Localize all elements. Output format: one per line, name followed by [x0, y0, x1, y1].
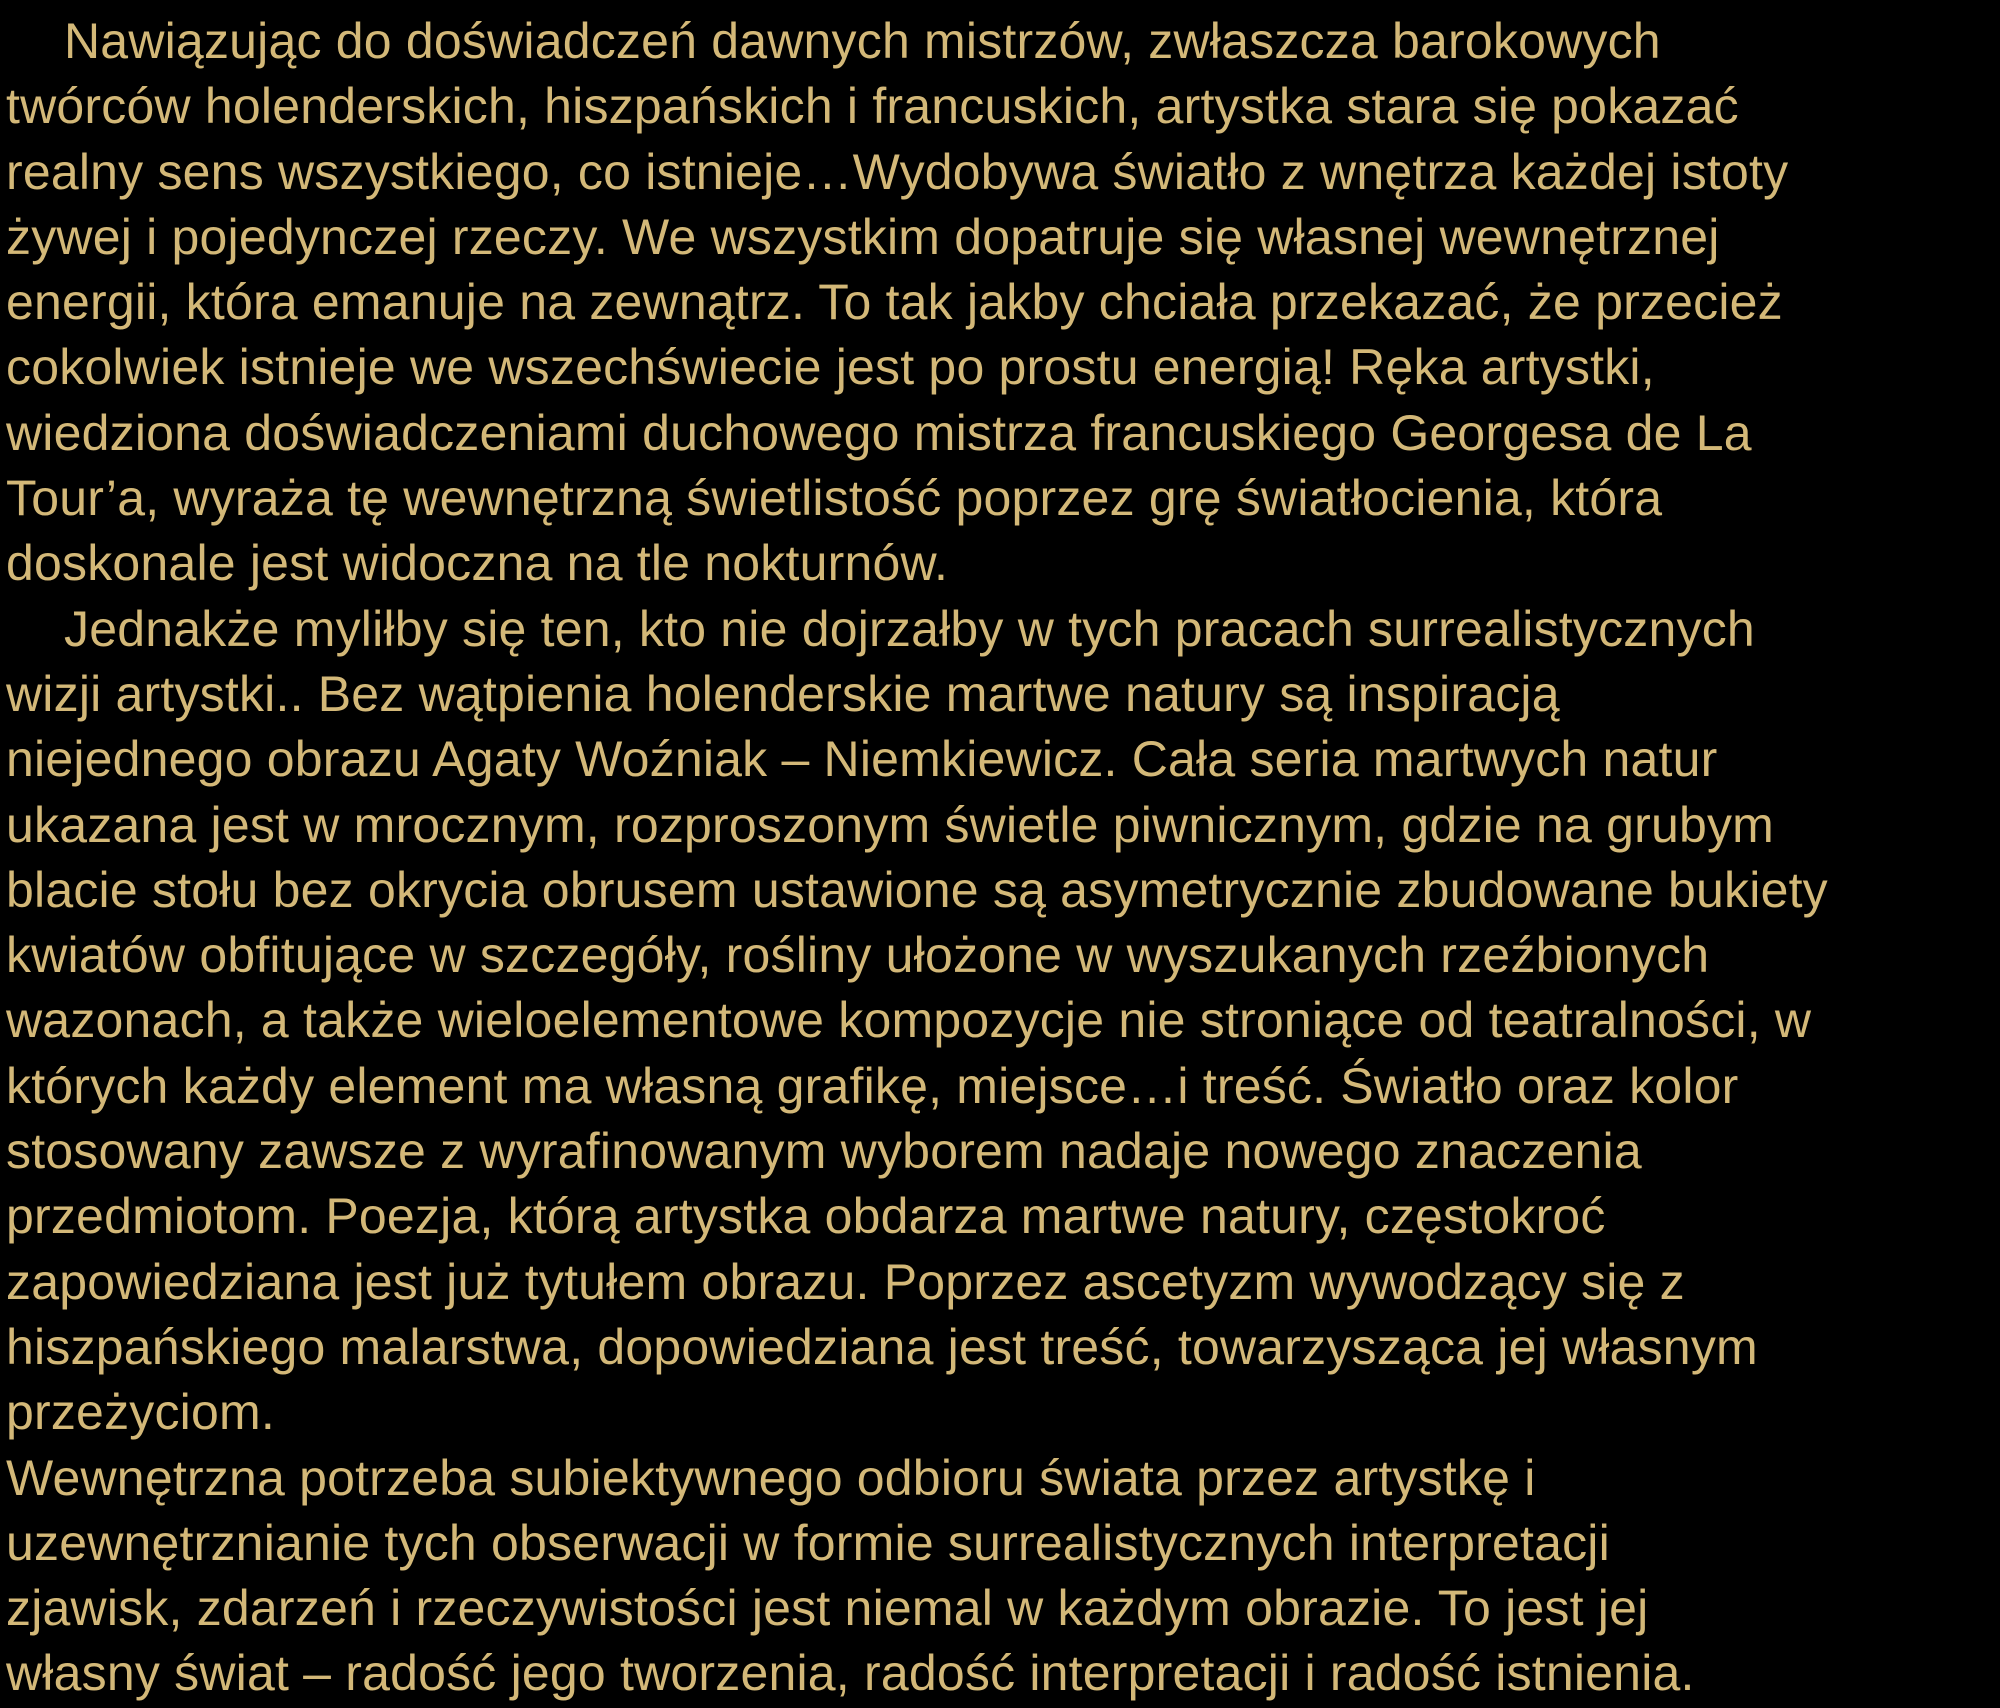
text-line: przedmiotom. Poezja, którą artystka obdarza martwe natury, częstokroć [6, 1188, 1606, 1245]
text-line: żywej i pojedynczej rzeczy. We wszystkim dopatruje się własnej wewnętrznej [6, 208, 1720, 265]
text-line: ukazana jest w mrocznym, rozproszonym świetle piwnicznym, gdzie na grubym [6, 796, 1775, 853]
text-line: niejednego obrazu Agaty Woźniak – Niemkiewicz. Cała seria martwych natur [6, 731, 1718, 788]
text-line: Wewnętrzna potrzeba subiektywnego odbioru świata przez artystkę i [6, 1449, 1536, 1506]
text-line: uzewnętrznianie tych obserwacji w formie surrealistycznych interpretacji [6, 1514, 1610, 1571]
text-line: twórców holenderskich, hiszpańskich i francuskich, artystka stara się pokazać [6, 78, 1739, 135]
text-line: cokolwiek istnieje we wszechświecie jest po prostu energią! Ręka artystki, [6, 339, 1655, 396]
text-line: zapowiedziana jest już tytułem obrazu. Poprzez ascetyzm wywodzący się z [6, 1253, 1685, 1310]
text-line: Tour’a, wyraża tę wewnętrzną świetlistość poprzez grę światłocienia, która [6, 470, 1663, 527]
text-line: stosowany zawsze z wyrafinowanym wyborem nadaje nowego znaczenia [6, 1123, 1642, 1180]
text-line: których każdy element ma własną grafikę, miejsce…i treść. Światło oraz kolor [6, 1057, 1739, 1114]
text-line: wazonach, a także wieloelementowe kompozycje nie stroniące od teatralności, w [6, 992, 1812, 1049]
text-line: wizji artystki.. Bez wątpienia holenderskie martwe natury są inspiracją [6, 665, 1560, 722]
text-line: Nawiązując do doświadczeń dawnych mistrzów, zwłaszcza barokowych [64, 13, 1661, 69]
text-line: kwiatów obfitujące w szczegóły, rośliny ułożone w wyszukanych rzeźbionych [6, 927, 1710, 984]
text-line: hiszpańskiego malarstwa, dopowiedziana jest treść, towarzysząca jej własnym [6, 1318, 1758, 1375]
text-line: Jednakże myliłby się ten, kto nie dojrzałby w tych pracach surrealistycznych [64, 600, 1755, 657]
text-line: własny świat – radość jego tworzenia, radość interpretacji i radość istnienia. [6, 1645, 1695, 1702]
text-line: zjawisk, zdarzeń i rzeczywistości jest niemal w każdym obrazie. To jest jej [6, 1580, 1649, 1637]
text-line: doskonale jest widoczna na tle nokturnów. [6, 535, 949, 592]
text-line: wiedziona doświadczeniami duchowego mistrza francuskiego Georgesa de La [6, 404, 1752, 461]
text-line: energii, która emanuje na zewnątrz. To tak jakby chciała przekazać, że przecież [6, 274, 1783, 331]
text-line: realny sens wszystkiego, co istnieje…Wydobywa światło z wnętrza każdej istoty [6, 143, 1789, 200]
text-line: przeżyciom. [6, 1384, 275, 1441]
text-line: blacie stołu bez okrycia obrusem ustawione są asymetrycznie zbudowane bukiety [6, 861, 1828, 918]
